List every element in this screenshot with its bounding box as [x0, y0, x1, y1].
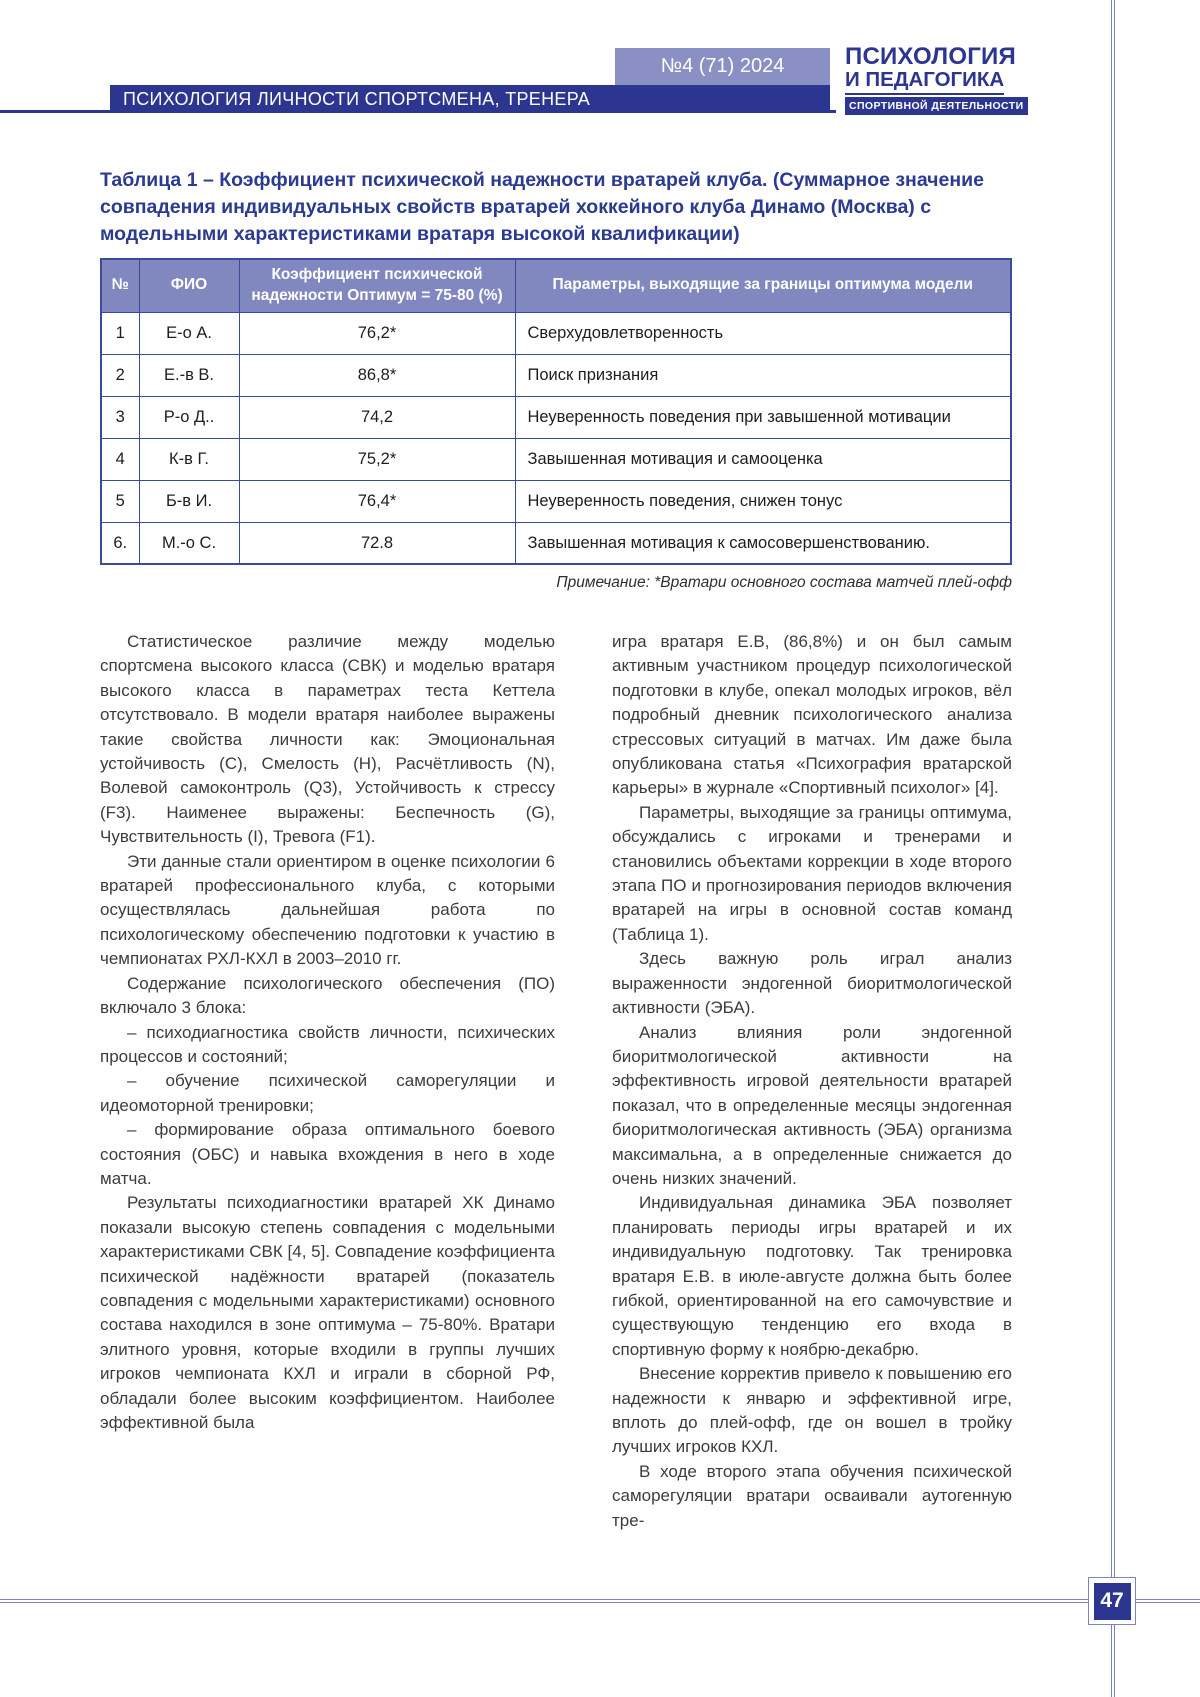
table-column-header: Коэффициент психической надежности Оптимум = 75-80 (%) — [239, 259, 515, 312]
table-cell: Б-в И. — [139, 480, 239, 522]
paragraph: Результаты психодиагностики вратарей ХК Динамо показали высокую степень совпадения с модельными характеристиками СВК [4, 5]. Совпадение коэффициента психической надёжности вратарей (показатель совпадения с модельными характеристиками) основного состава находился в зоне оптимума – 75-80%. Вратари элитного уровня, которые входили в группы лучших игроков чемпионата КХЛ и играли в сборной РФ, обладали более высоким коэффициентом. Наиболее эффективной была — [100, 1193, 555, 1432]
paragraph: – формирование образа оптимального боевого состояния (ОБС) и навыка вхождения в него в ходе матча. — [100, 1120, 555, 1188]
table-cell: 2 — [101, 354, 139, 396]
journal-logo — [845, 43, 1024, 115]
paragraph: Эти данные стали ориентиром в оценке психологии 6 вратарей профессионального клуба, с которыми осуществлялась дальнейшая работа по психологическому обеспечению подготовки к участию в чемпионатах РХЛ-КХЛ в 2003–2010 гг. — [100, 851, 555, 969]
table-column-header: № — [101, 259, 139, 312]
table-cell: 3 — [101, 396, 139, 438]
table-wrap — [100, 258, 1012, 565]
table-cell: Е-о А. — [139, 312, 239, 354]
table-cell: 72.8 — [239, 522, 515, 564]
table-row — [101, 522, 1011, 564]
table-cell: 75,2* — [239, 438, 515, 480]
table-cell: Р-о Д.. — [139, 396, 239, 438]
table-row — [101, 438, 1011, 480]
right-frame-double-rule — [1111, 0, 1115, 1697]
table-cell: 4 — [101, 438, 139, 480]
table-cell: Сверхудовлетворенность — [515, 312, 1011, 354]
table-header-row — [101, 259, 1011, 312]
reliability-table — [100, 258, 1012, 565]
table-row — [101, 480, 1011, 522]
right-column — [612, 630, 1012, 1533]
table-cell: 86,8* — [239, 354, 515, 396]
issue-number-box — [615, 48, 830, 85]
paragraph: Параметры, выходящие за границы оптимума, обсуждались с игроками и тренерами и становились объектами коррекции в ходе второго этапа ПО и прогнозирования периодов включения вратарей на игры в основной состав команд (Таблица 1). — [612, 802, 1012, 944]
table-cell: 1 — [101, 312, 139, 354]
table-cell: 6. — [101, 522, 139, 564]
issue-number: №4 (71) 2024 — [660, 55, 785, 77]
table-cell: К-в Г. — [139, 438, 239, 480]
paragraph: Индивидуальная динамика ЭБА позволяет планировать периоды игры вратарей и их индивидуальную подготовку. Так тренировка вратаря Е.В. в июле-августе должна быть более гибкой, ориентированной на его самочувствие и существующую тенденцию его входа в спортивную форму к ноябрю-декабрю. — [612, 1193, 1012, 1359]
table-note: Примечание: *Вратари основного состава матчей плей-офф — [556, 574, 1012, 591]
bottom-frame-double-rule — [0, 1599, 1200, 1603]
left-column — [100, 630, 555, 1533]
table-cell: Завышенная мотивация к самосовершенствованию. — [515, 522, 1011, 564]
table-cell: Завышенная мотивация и самооценка — [515, 438, 1011, 480]
table-column-header: Параметры, выходящие за границы оптимума модели — [515, 259, 1011, 312]
logo-line-1: ПСИХОЛОГИЯ — [845, 43, 1016, 70]
table-cell: 5 — [101, 480, 139, 522]
table-cell: Неуверенность поведения при завышенной мотивации — [515, 396, 1011, 438]
table-cell: 74,2 — [239, 396, 515, 438]
table-cell: 76,4* — [239, 480, 515, 522]
logo-line-3: СПОРТИВНОЙ ДЕЯТЕЛЬНОСТИ — [845, 97, 1028, 115]
table-caption: Таблица 1 – Коэффициент психической надежности вратарей клуба. (Суммарное значение совпадения индивидуальных свойств вратарей хоккейного клуба Динамо (Москва) с модельными характеристиками вратаря высокой квалификации) — [100, 169, 984, 245]
table-cell: 76,2* — [239, 312, 515, 354]
body-columns — [100, 630, 1012, 1533]
paragraph: Статистическое различие между моделью спортсмена высокого класса (СВК) и моделью вратаря высокого класса в параметрах теста Кеттела отсутствовало. В модели вратаря наиболее выражены такие свойства личности как: Эмоциональная устойчивость (C), Смелость (H), Расчётливость (N), Волевой самоконтроль (Q3), Устойчивость к стрессу (F3). Наименее выражены: Беспечность (G), Чувствительность (I), Тревога (F1). — [100, 632, 555, 847]
section-title-bar — [110, 85, 830, 113]
table-row — [101, 396, 1011, 438]
table-row — [101, 354, 1011, 396]
table-cell: Неуверенность поведения, снижен тонус — [515, 480, 1011, 522]
paragraph: Внесение корректив привело к повышению его надежности к январю и эффективной игре, вплоть до плей-офф, где он вошел в тройку лучших игроков КХЛ. — [612, 1364, 1012, 1457]
paragraph: Анализ влияния роли эндогенной биоритмологической активности на эффективность игровой деятельности вратарей показал, что в определенные месяцы эндогенная биоритмологическая активность (ЭБА) организма максимальна, а в определенные снижается до очень низких значений. — [612, 1022, 1012, 1188]
paragraph: В ходе второго этапа обучения психической саморегуляции вратари осваивали аутогенную тре- — [612, 1461, 1012, 1530]
table-cell: Поиск признания — [515, 354, 1011, 396]
paragraph: Содержание психологического обеспечения (ПО) включало 3 блока: — [100, 973, 555, 1018]
table-cell: М.-о С. — [139, 522, 239, 564]
page-number: 47 — [1094, 1583, 1131, 1620]
table-column-header: ФИО — [139, 259, 239, 312]
logo-line-2: И ПЕДАГОГИКА — [845, 69, 1004, 95]
paragraph: – психодиагностика свойств личности, психических процессов и состояний; — [100, 1022, 555, 1066]
section-title: ПСИХОЛОГИЯ ЛИЧНОСТИ СПОРТСМЕНА, ТРЕНЕРА — [123, 88, 591, 109]
table-cell: Е.-в В. — [139, 354, 239, 396]
paragraph: – обучение психической саморегуляции и идеомоторной тренировки; — [100, 1071, 555, 1115]
paragraph: игра вратаря Е.В, (86,8%) и он был самым активным участником процедур психологической подготовки в клубе, опекал молодых игроков, вёл подробный дневник психологического анализа стрессовых ситуаций в матчах. Им даже была опубликована статья «Психография вратарской карьеры» в журнале «Спортивный психолог» [4]. — [612, 632, 1012, 798]
paragraph: Здесь важную роль играл анализ выраженности эндогенной биоритмологической активности (ЭБА). — [612, 949, 1012, 1018]
table-body — [101, 312, 1011, 564]
table-row — [101, 312, 1011, 354]
page-number-badge — [1088, 1577, 1136, 1625]
table-head — [101, 259, 1011, 312]
